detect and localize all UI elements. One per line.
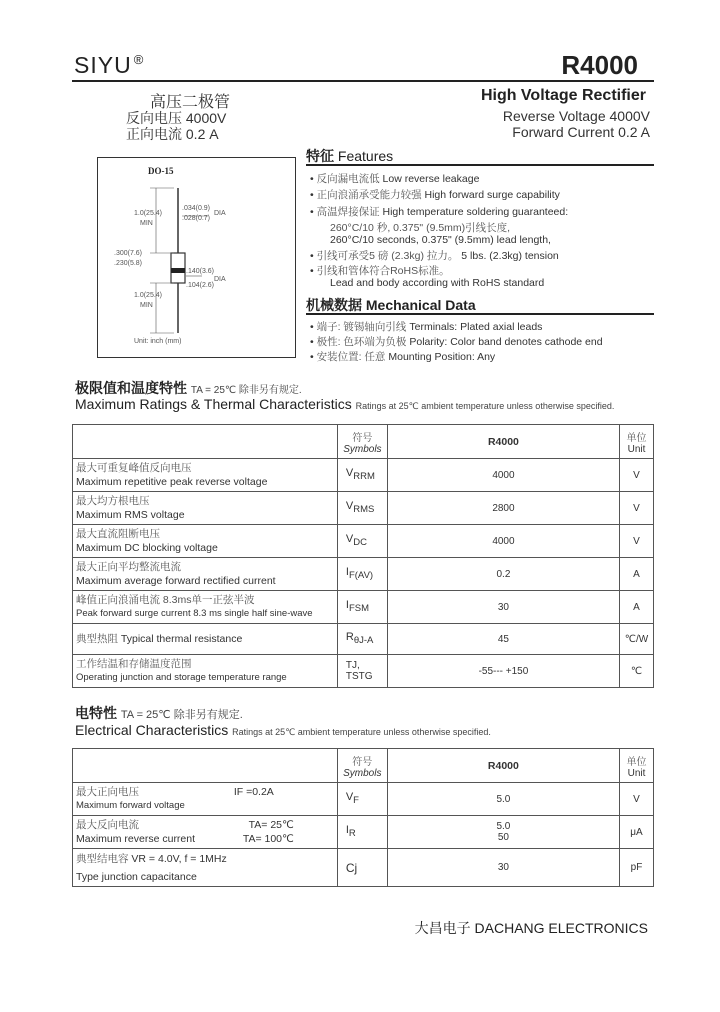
lead-dia-a: .034(0.9) [182, 205, 211, 212]
feature-item: • 高温焊接保证 High temperature soldering guaranteed: [310, 206, 569, 218]
body-dia-a: .140(3.6) [186, 268, 215, 275]
table-row: 最大正向电压 IF =0.2A Maximum forward voltage $V_F$ 5.0 V [73, 783, 654, 816]
table-header-row: 符号 Symbols R4000 单位 Unit [73, 749, 654, 783]
max-ratings-title-en: Maximum Ratings & Thermal Characteristics Ratings at 25℃ ambient temperature unless otherwise specified. [75, 396, 615, 412]
lead-length-bottom-min: MIN [140, 302, 153, 309]
table-row: 典型结电容 VR = 4.0V, f = 1MHz Type junction capacitance Cj 30 pF [73, 849, 654, 887]
table-header-row: 符号 Symbols R4000 单位 Unit [73, 425, 654, 459]
table-row: 最大反向电流 TA= 25℃ Maximum reverse current TA= 100℃ $I_R$ 5.0 50 μA [73, 816, 654, 849]
mechanical-item: • 端子: 镀锡轴向引线 Terminals: Plated axial leads [310, 321, 543, 333]
cn-reverse-voltage: 反向电压 4000V [126, 110, 227, 126]
features-divider [306, 164, 654, 166]
electrical-table [72, 748, 654, 887]
units-note: Unit: inch (mm) [134, 338, 182, 345]
lead-length-bottom: 1.0(25.4) [134, 292, 163, 299]
mechanical-heading: 机械数据 Mechanical Data [306, 297, 476, 313]
max-ratings-table [72, 424, 654, 688]
table-row: 最大直流阻断电压 Maximum DC blocking voltage $V_{DC}$ 4000 V [73, 525, 654, 558]
table-row: 工作结温和存储温度范围 Operating junction and storage temperature range TJ, TSTG -55--- +150 ℃ [73, 655, 654, 688]
feature-item: • 正向浪涌承受能力较强 High forward surge capability [310, 189, 560, 201]
en-title: High Voltage Rectifier [480, 87, 646, 104]
lead-dia-b: .028(0.7) [182, 215, 211, 222]
mechanical-item: • 安装位置: 任意 Mounting Position: Any [310, 351, 496, 363]
body-dia-b: .104(2.6) [186, 282, 215, 289]
table-row: 最大均方根电压 Maximum RMS voltage $V_{RMS}$ 2800 V [73, 492, 654, 525]
package-name: DO-15 [148, 166, 174, 176]
feature-item: • 引线和管体符合RoHS标准。 [310, 265, 450, 277]
en-reverse-voltage: Reverse Voltage 4000V [502, 108, 650, 124]
cn-title: 高压二极管 [150, 94, 231, 111]
body-dia-label: DIA [214, 276, 226, 283]
features-heading: 特征 Features [306, 148, 394, 164]
footer-company: 大昌电子 DACHANG ELECTRONICS [414, 920, 648, 936]
table-row: 典型热阻 Typical thermal resistance $R_{\theta J-A}$ 45 ℃/W [73, 624, 654, 655]
en-forward-current: Forward Current 0.2 A [512, 124, 650, 140]
electrical-title-cn: 电特性 TA = 25℃ 除非另有规定. [75, 705, 243, 721]
cn-forward-current: 正向电流 0.2 A [126, 126, 219, 142]
lead-length-top: 1.0(25.4) [134, 210, 163, 217]
max-ratings-title-cn: 极限值和温度特性 TA = 25℃ 除非另有规定. [75, 380, 302, 396]
table-row: 峰值正向浪涌电流 8.3ms单一正弦半波 Peak forward surge current 8.3 ms single half sine-wave $I_{FSM}$ 30 A [73, 591, 654, 624]
brand-logo: SIYU ® [74, 52, 145, 78]
package-drawing [97, 157, 296, 358]
body-len-a: .300(7.6) [114, 250, 143, 257]
registered-mark: ® [133, 52, 145, 67]
table-row: 最大可重复峰值反向电压 Maximum repetitive peak reverse voltage $V_{RRM}$ 4000 V [73, 459, 654, 492]
feature-item: • 引线可承受5 磅 (2.3kg) 拉力。 5 lbs. (2.3kg) tension [310, 250, 559, 262]
lead-length-top-min: MIN [140, 220, 153, 227]
feature-item: 260°C/10 seconds, 0.375" (9.5mm) lead length, [330, 234, 551, 246]
lead-dia-label: DIA [214, 210, 226, 217]
part-number: R4000 [561, 50, 638, 80]
table-row: 最大正向平均整流电流 Maximum average forward rectified current $I_{F(AV)}$ 0.2 A [73, 558, 654, 591]
mechanical-item: • 极性: 色环端为负极 Polarity: Color band denotes cathode end [310, 336, 603, 348]
feature-item: Lead and body according with RoHS standard [330, 277, 545, 289]
mechanical-divider [306, 313, 654, 315]
feature-item: 260°C/10 秒, 0.375" (9.5mm)引线长度, [330, 222, 511, 234]
do15-outline [98, 158, 297, 359]
header-divider [72, 80, 654, 82]
feature-item: • 反向漏电流低 Low reverse leakage [310, 173, 480, 185]
body-len-b: .230(5.8) [114, 260, 143, 267]
electrical-title-en: Electrical Characteristics Ratings at 25℃ ambient temperature unless otherwise specified. [75, 722, 491, 738]
